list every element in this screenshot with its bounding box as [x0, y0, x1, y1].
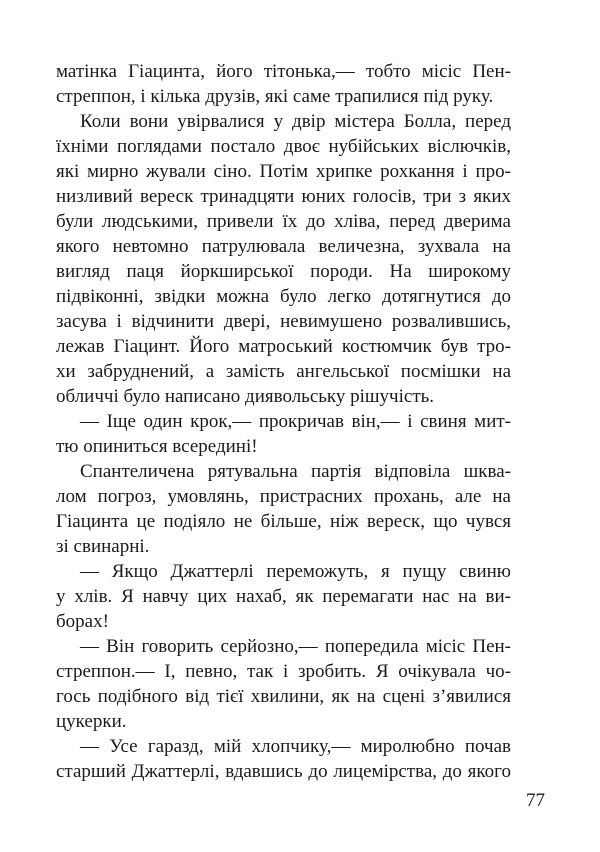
- text-line: якого невтомно патрулювала величезна, зухвала на: [56, 236, 511, 257]
- text-line: стреппон, і кілька друзів, які саме трапилися під руку.: [56, 86, 494, 107]
- text-line: стреппон.— І, певно, так і зробить. Я очікувала чо-: [56, 661, 511, 682]
- text-line: низливий вереск тринадцяти юних голосів, три з яких: [56, 186, 511, 207]
- text-line: засува і відчинити двері, невимушено розвалившись,: [56, 311, 511, 332]
- text-line: їхніми поглядами постало двоє нубійських віслючків,: [56, 136, 511, 157]
- text-line: Гіацинта це подіяло не більше, ніж вереск, що чувся: [56, 511, 511, 532]
- text-line: лежав Гіацинт. Його матроський костюмчик був тро-: [56, 336, 511, 357]
- text-line: старший Джаттерлі, вдавшись до лицемірства, до якого: [56, 761, 511, 782]
- text-line: вигляд паця йоркширської породи. На широкому: [56, 261, 511, 282]
- text-line: у хлів. Я навчу цих нахаб, як перемагати нас на ви-: [56, 586, 511, 607]
- text-line: лом погроз, умовлянь, пристрасних прохань, але на: [56, 486, 511, 507]
- text-line: які мирно жували сіно. Потім хрипке рохкання і про-: [56, 161, 511, 182]
- text-line: борах!: [56, 611, 109, 632]
- text-line: гось подібного від тієї хвилини, як на сцені з’явилися: [56, 686, 511, 707]
- text-line: були людськими, привели їх до хліва, перед дверима: [56, 211, 511, 232]
- text-line: матінка Гіацинта, його тітонька,— тобто місіс Пен-: [56, 61, 511, 82]
- text-line: Спантеличена рятувальна партія відповіла шква-: [80, 461, 511, 482]
- text-line: — Він говорить серйозно,— попередила місіс Пен-: [80, 636, 511, 657]
- text-line: — Якщо Джаттерлі переможуть, я пущу свиню: [80, 561, 511, 582]
- text-line: підвіконні, звідки можна було легко дотягнутися до: [56, 286, 511, 307]
- page-number: 77: [526, 790, 545, 811]
- text-line: тю опиниться всередині!: [56, 436, 258, 457]
- text-line: Коли вони увірвалися у двір містера Болла, перед: [80, 111, 511, 132]
- text-line: обличчі було написано диявольську рішучість.: [56, 386, 435, 407]
- text-line: — Іще один крок,— прокричав він,— і свиня мит-: [80, 411, 511, 432]
- text-line: — Усе гаразд, мій хлопчику,— миролюбно почав: [80, 736, 511, 757]
- text-line: цукерки.: [56, 711, 127, 732]
- text-line: зі свинарні.: [56, 536, 150, 557]
- page-body-text: [56, 59, 511, 784]
- text-line: хи забруднений, а замість ангельської посмішки на: [56, 361, 511, 382]
